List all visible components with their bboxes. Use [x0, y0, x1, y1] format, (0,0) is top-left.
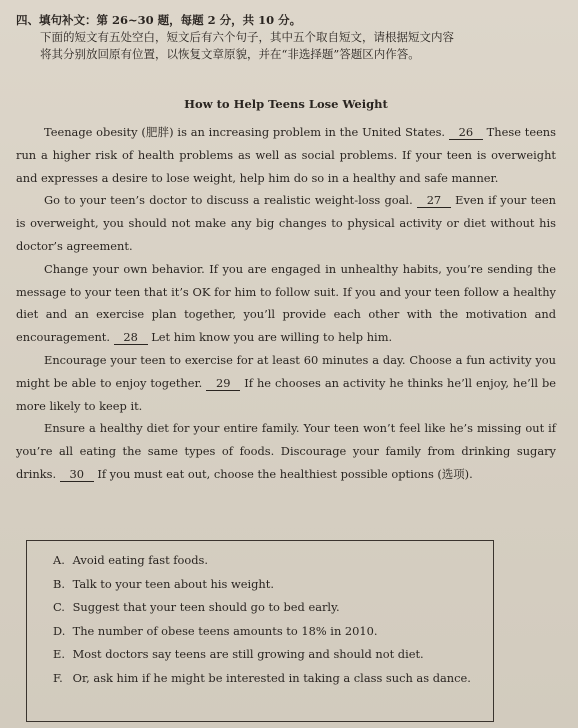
option-text: Suggest that your teen should go to bed early. — [72, 600, 340, 615]
instruction-line-2: 将其分别放回原有位置，以恢复文章原貌，并在“非选择题”答题区内作答。 — [40, 47, 420, 61]
section-heading: 四、填句补文：第 26~30 题，每题 2 分，共 10 分。 — [16, 13, 302, 27]
option-e — [53, 643, 493, 667]
option-text: The number of obese teens amounts to 18% in 2010. — [72, 623, 378, 638]
blank-29: 29 — [206, 376, 240, 391]
option-text: Avoid eating fast foods. — [72, 553, 208, 567]
option-text: Or, ask him if he might be interested in taking a class such as dance. — [72, 670, 471, 685]
paragraph-text: These teens run a higher risk of health problems as well as social problems. If your teen is overweight and expresses a desire to lose weight, help him do so in a healthy and safe manner. — [16, 125, 556, 185]
option-letter: B. — [53, 576, 65, 591]
paragraph-text: Go to your teen’s doctor to discuss a realistic weight-loss goal. — [44, 193, 417, 208]
option-text: Talk to your teen about his weight. — [72, 576, 274, 591]
paragraph-2 — [16, 189, 556, 257]
instruction-line-1: 下面的短文有五处空白，短文后有六个句子，其中五个取自短文，请根据短文内容 — [40, 30, 454, 44]
paragraph-text: If you must eat out, choose the healthiest possible options (选项). — [93, 466, 473, 481]
option-letter: C. — [53, 600, 65, 615]
paragraph-text: Teenage obesity (肥胖) is an increasing problem in the United States. — [44, 125, 449, 139]
option-text: Most doctors say teens are still growing and should not diet. — [72, 647, 424, 662]
option-letter: D. — [53, 623, 66, 638]
option-letter: F. — [53, 670, 63, 685]
paragraph-text: If he chooses an activity he thinks he’ll enjoy, he’ll be more likely to keep it. — [16, 375, 556, 413]
blank-27: 27 — [417, 193, 451, 208]
paragraph-5 — [16, 417, 556, 485]
options-box — [26, 540, 494, 722]
paragraph-text: Encourage your teen to exercise for at least 60 minutes a day. Choose a fun activity you might be able to enjoy together. — [16, 352, 556, 390]
blank-26: 26 — [449, 125, 483, 140]
option-a — [53, 549, 493, 573]
option-letter: A. — [53, 553, 65, 567]
paragraph-text: Even if your teen is overweight, you should not make any big changes to physical activity or diet without his doctor’s agreement. — [16, 193, 556, 253]
paragraph-4 — [16, 349, 556, 417]
paragraph-3 — [16, 258, 556, 349]
blank-28: 28 — [114, 330, 148, 345]
paragraph-text: Let him know you are willing to help him. — [147, 330, 393, 345]
option-d — [53, 620, 493, 644]
option-c — [53, 596, 493, 620]
article-title: How to Help Teens Lose Weight — [184, 97, 388, 111]
option-b — [53, 573, 493, 597]
option-letter: E. — [53, 647, 65, 662]
instructions — [16, 12, 556, 63]
paragraph-text: Change your own behavior. If you are engaged in unhealthy habits, you’re sending the message to your teen that it’s OK for him to follow suit. If you and your teen follow a healthy diet and an exercise plan together, you’ll provide each other with the motivation and encouragement. — [16, 261, 556, 345]
paragraph-1 — [16, 121, 556, 189]
blank-30: 30 — [60, 467, 94, 482]
paragraph-text: Ensure a healthy diet for your entire family. Your teen won’t feel like he’s missing out if you’re all eating the same types of foods. Discourage your family from drinking sugary drinks. — [16, 421, 556, 481]
option-f — [53, 667, 493, 691]
article-body — [16, 121, 556, 486]
